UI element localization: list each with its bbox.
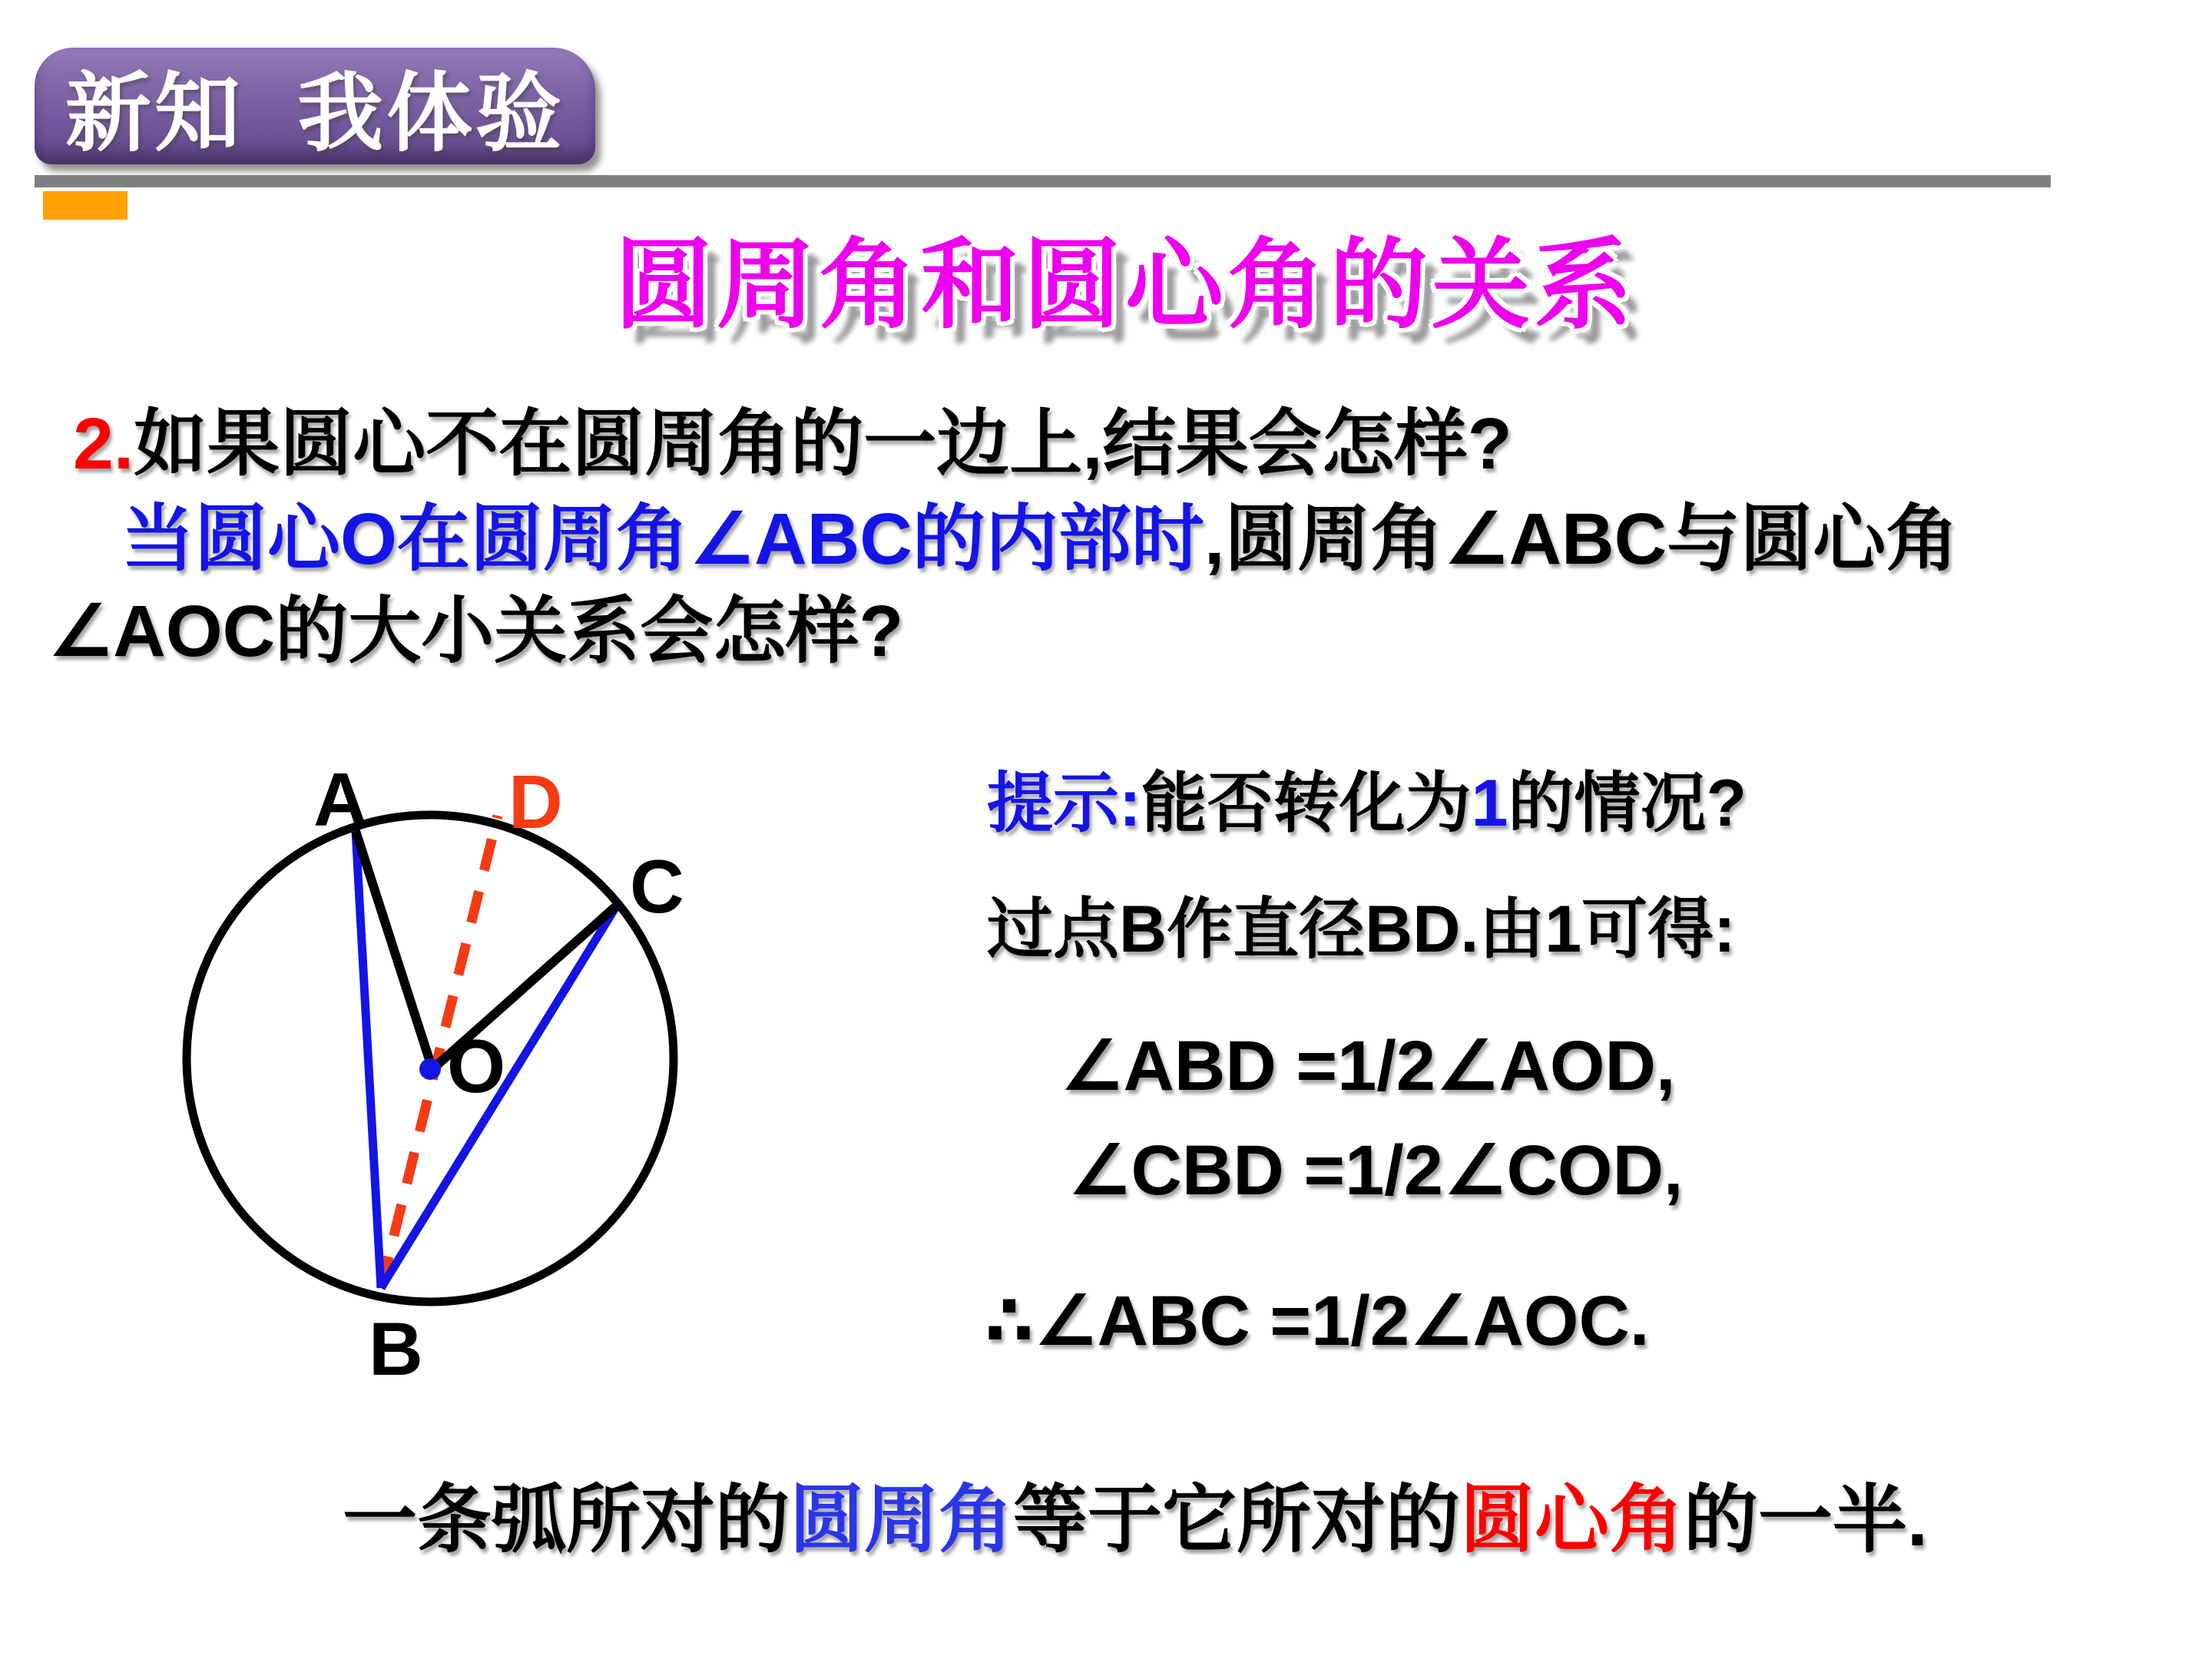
circle-diagram: [108, 722, 799, 1429]
page-title: 圆周角和圆心角的关系: [614, 230, 1637, 340]
hint-highlight: 1: [1471, 767, 1508, 840]
question-line-2: [121, 498, 1959, 580]
header-badge: [35, 48, 595, 164]
point-c-label: C: [630, 844, 684, 929]
summary-part3: 的一半.: [1684, 1478, 1928, 1561]
header-badge-label: 新知 我体验: [65, 65, 565, 161]
point-o-label: O: [447, 1024, 506, 1108]
equation-cbd: ∠CBD =1/2∠COD,: [1068, 1131, 1684, 1210]
question-line2-blue: 当圆心O在圆周角∠ABC的内部时: [121, 498, 1204, 580]
hint-part2: 的情况?: [1508, 767, 1747, 840]
equation-abd: ∠ABD =1/2∠AOD,: [1060, 1027, 1676, 1105]
question-line2-black: ,圆周角∠ABC与圆心角: [1204, 498, 1959, 580]
question-line1-text: 如果圆心不在圆周角的一边上,结果会怎样?: [134, 403, 1512, 485]
point-b-label: B: [369, 1306, 423, 1391]
header-divider: [35, 175, 2051, 187]
center-o-dot: [419, 1058, 441, 1080]
summary-central-angle: 圆心角: [1460, 1478, 1684, 1561]
hint-part1: 能否转化为: [1141, 767, 1472, 840]
point-d-label: D: [508, 760, 563, 844]
summary-inscribed-angle: 圆周角: [790, 1478, 1013, 1561]
summary-line: [343, 1459, 1928, 1567]
construction-line: 过点B作直径BD.由1可得:: [987, 892, 1736, 966]
question-number: 2.: [73, 403, 134, 485]
orange-accent: [43, 191, 127, 220]
summary-part2: 等于它所对的: [1013, 1478, 1460, 1561]
question-line-1: [73, 403, 1512, 485]
conclusion-equation: ∴∠ABC =1/2∠AOC.: [985, 1282, 1650, 1360]
hint-prefix: 提示:: [987, 767, 1141, 840]
hint-line: [987, 767, 1747, 840]
summary-part1: 一条弧所对的: [343, 1478, 790, 1561]
point-a-label: A: [313, 757, 368, 842]
question-line-3: ∠AOC的大小关系会怎样?: [48, 591, 904, 672]
